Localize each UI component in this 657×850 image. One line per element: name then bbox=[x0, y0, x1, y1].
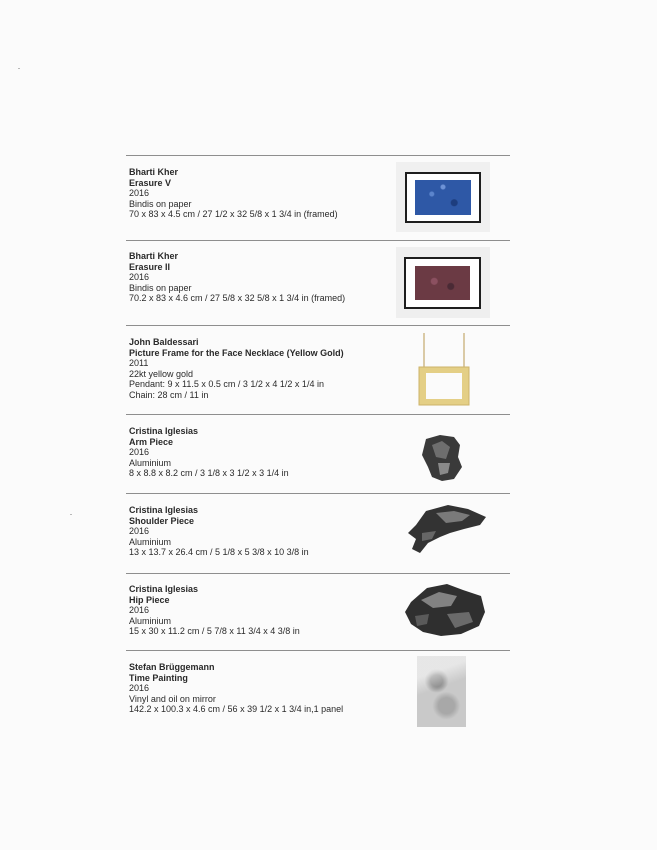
artwork-dimensions: 8 x 8.8 x 8.2 cm / 3 1/8 x 3 1/2 x 3 1/4 in bbox=[129, 468, 289, 479]
artwork-medium: Aluminium bbox=[129, 615, 172, 626]
artwork-dimensions: 13 x 13.7 x 26.4 cm / 5 1/8 x 5 3/8 x 10 3/8 in bbox=[129, 547, 309, 558]
artwork-medium: Vinyl and oil on mirror bbox=[129, 693, 216, 704]
artwork-year: 2016 bbox=[129, 188, 150, 199]
aluminium-arm-piece-image bbox=[420, 433, 464, 483]
artwork-medium: 22kt yellow gold bbox=[129, 368, 194, 379]
artist-name: Cristina Iglesias bbox=[129, 505, 199, 515]
artwork-medium: Aluminium bbox=[129, 536, 172, 547]
artist-name: Bharti Kher bbox=[129, 251, 179, 261]
scan-speck bbox=[70, 514, 72, 515]
artwork-dimensions: 70.2 x 83 x 4.6 cm / 27 5/8 x 32 5/8 x 1 3/4 in (framed) bbox=[129, 293, 346, 304]
artwork-year: 2011 bbox=[129, 358, 149, 369]
artwork-dimensions: 70 x 83 x 4.5 cm / 27 1/2 x 32 5/8 x 1 3/4 in (framed) bbox=[129, 209, 338, 220]
artwork-title: Arm Piece bbox=[129, 436, 174, 447]
artwork-title: Hip Piece bbox=[129, 594, 170, 605]
artwork-entry bbox=[129, 584, 300, 637]
artwork-title: Erasure II bbox=[129, 261, 171, 272]
artwork-medium: Aluminium bbox=[129, 457, 172, 468]
artwork-dimensions: 15 x 30 x 11.2 cm / 5 7/8 x 11 3/4 x 4 3/8 in bbox=[129, 626, 300, 637]
artwork-dimensions: Pendant: 9 x 11.5 x 0.5 cm / 3 1/2 x 4 1/2 x 1/4 in bbox=[129, 379, 324, 390]
artwork-entry bbox=[129, 251, 345, 304]
artist-name: Bharti Kher bbox=[129, 167, 179, 177]
frame-border bbox=[405, 172, 481, 223]
artwork-entry bbox=[129, 426, 289, 479]
artwork-entry bbox=[129, 167, 338, 220]
artwork-dimensions: 142.2 x 100.3 x 4.6 cm / 56 x 39 1/2 x 1 3/4 in,1 panel bbox=[129, 704, 344, 715]
artwork-medium: Bindis on paper bbox=[129, 198, 192, 209]
framed-red-bindi-artwork-image bbox=[396, 247, 490, 318]
divider-rule bbox=[126, 573, 510, 574]
divider-rule bbox=[126, 414, 510, 415]
blue-bindi-surface bbox=[415, 180, 471, 215]
artist-name: Cristina Iglesias bbox=[129, 584, 199, 594]
aluminium-hip-piece-image bbox=[403, 582, 487, 638]
artwork-year: 2016 bbox=[129, 605, 150, 616]
aluminium-shoulder-piece-image bbox=[406, 503, 488, 555]
divider-rule bbox=[126, 325, 510, 326]
artwork-entry bbox=[129, 337, 344, 401]
red-bindi-surface bbox=[415, 266, 470, 300]
frame-border bbox=[404, 257, 481, 309]
artwork-entry bbox=[129, 505, 309, 558]
gold-frame-necklace-image bbox=[412, 333, 476, 407]
artist-name: Stefan Brüggemann bbox=[129, 662, 215, 672]
divider-rule bbox=[126, 493, 510, 494]
artwork-year: 2016 bbox=[129, 272, 150, 283]
artist-name: Cristina Iglesias bbox=[129, 426, 199, 436]
artwork-title: Picture Frame for the Face Necklace (Yellow Gold) bbox=[129, 347, 344, 358]
artwork-title: Time Painting bbox=[129, 672, 188, 683]
framed-blue-bindi-artwork-image bbox=[396, 162, 490, 232]
scan-speck bbox=[18, 68, 20, 69]
mirror-painting-image bbox=[417, 656, 466, 727]
artwork-year: 2016 bbox=[129, 447, 150, 458]
artwork-dimensions: Chain: 28 cm / 11 in bbox=[129, 389, 209, 400]
artwork-year: 2016 bbox=[129, 683, 150, 694]
artwork-year: 2016 bbox=[129, 526, 150, 537]
artwork-title: Erasure V bbox=[129, 177, 172, 188]
divider-rule bbox=[126, 240, 510, 241]
artwork-title: Shoulder Piece bbox=[129, 515, 195, 526]
artwork-medium: Bindis on paper bbox=[129, 282, 192, 293]
artwork-entry bbox=[129, 662, 343, 715]
divider-rule bbox=[126, 155, 510, 156]
artist-name: John Baldessari bbox=[129, 337, 199, 347]
divider-rule bbox=[126, 650, 510, 651]
